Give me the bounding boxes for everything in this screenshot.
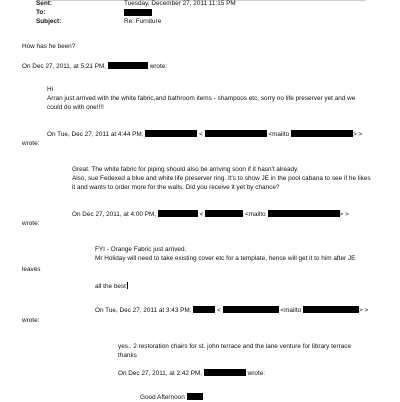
redaction-block [187,393,203,400]
redaction-block [124,9,152,16]
body-text: <mailto [268,131,290,138]
body-text: all the best [95,283,126,290]
body-text: > > [339,211,349,218]
subject-value: Re: Furniture [124,18,162,25]
body-text: How has he been? [22,43,76,50]
redaction-block [158,210,198,217]
body-line [140,393,203,402]
quote-header [47,130,362,139]
body-text: leaves [22,266,41,273]
redaction-block [223,306,279,313]
body-text: On Dec 27, 2011, at 2:42 PM, [118,370,203,377]
body-text: > > [352,131,363,138]
redaction-block [205,130,267,137]
body-text: > > [358,307,369,314]
body-line [22,266,40,274]
body-text: wrote: [22,140,40,147]
body-text: <mailto [244,211,266,218]
body-line [47,95,355,103]
redaction-block [193,306,215,313]
redaction-block [108,62,148,69]
body-text: On Dec 27, 2011, at 5:21 PM, [22,63,107,70]
body-line [47,86,53,94]
redaction-block [205,210,243,217]
body-text: it and wants to order more for the walls. Did you receive it yet by chance? [72,184,280,191]
body-text: yes.. 2 restoration chairs for st. john terrace and the lane venture for library terrace [118,343,352,350]
body-text: On Tue, Dec 27, 2011 at 4:44 PM, [47,131,144,138]
redaction-block [291,130,353,137]
to-label: To: [36,9,46,16]
body-text: < [199,211,204,218]
text-cursor [127,282,128,289]
quote-header [118,369,265,378]
body-text: Good Afternoon [140,394,185,401]
body-line [22,220,39,228]
quote-header [72,210,349,219]
body-text: On Tue, Dec 27, 2011 at 3:43 PM, [95,307,192,314]
body-line [22,43,75,51]
body-line [95,255,355,263]
body-line [95,282,128,291]
redaction-block [145,130,197,137]
body-text: thanks [118,352,137,359]
quote-header [95,306,368,315]
body-text: Hi [47,86,54,93]
body-text: FYI - Orange Fabric just arrived. [95,246,187,253]
body-line [72,175,371,183]
body-line [22,317,39,325]
body-line [95,246,186,254]
quote-header [22,62,167,71]
body-line [22,140,39,148]
sent-label: Sent: [36,0,52,7]
body-text: <mailto [280,307,302,314]
body-text: could do with one!!!! [47,104,104,111]
body-text: Arran just arrived with the white fabric,and bathroom items - shampoos etc, sorry no life preserver yet and we [47,95,356,102]
body-line [118,343,351,351]
sent-value: Tuesday, December 27, 2011 11:15 PM [124,0,236,7]
body-text: Mr Holiday will need to take existing cover etc for a template, hence will get it to him after JE [95,255,356,262]
body-line [118,352,137,360]
body-text: Also, sue Fedexed a blue and white life preserver ring. It's to show JE in the pool cabana to see if he likes [72,175,371,182]
body-line [72,184,279,192]
body-text: Great. The white fabric for piping should also be arriving soon if it hasn't already. [72,166,299,173]
body-line [47,104,104,112]
body-text: wrote: [22,317,40,324]
body-line [72,166,299,174]
body-text: wrote: [247,370,266,377]
redaction-block [268,210,340,217]
body-text: < [199,131,203,138]
redaction-block [303,306,359,313]
subject-label: Subject: [36,18,62,25]
redaction-block [204,369,246,376]
body-text: < [217,307,221,314]
body-text: wrote: [22,220,40,227]
body-text: On Dec 27, 2011, at 4:00 PM, [72,211,157,218]
body-text: wrote: [149,63,168,70]
